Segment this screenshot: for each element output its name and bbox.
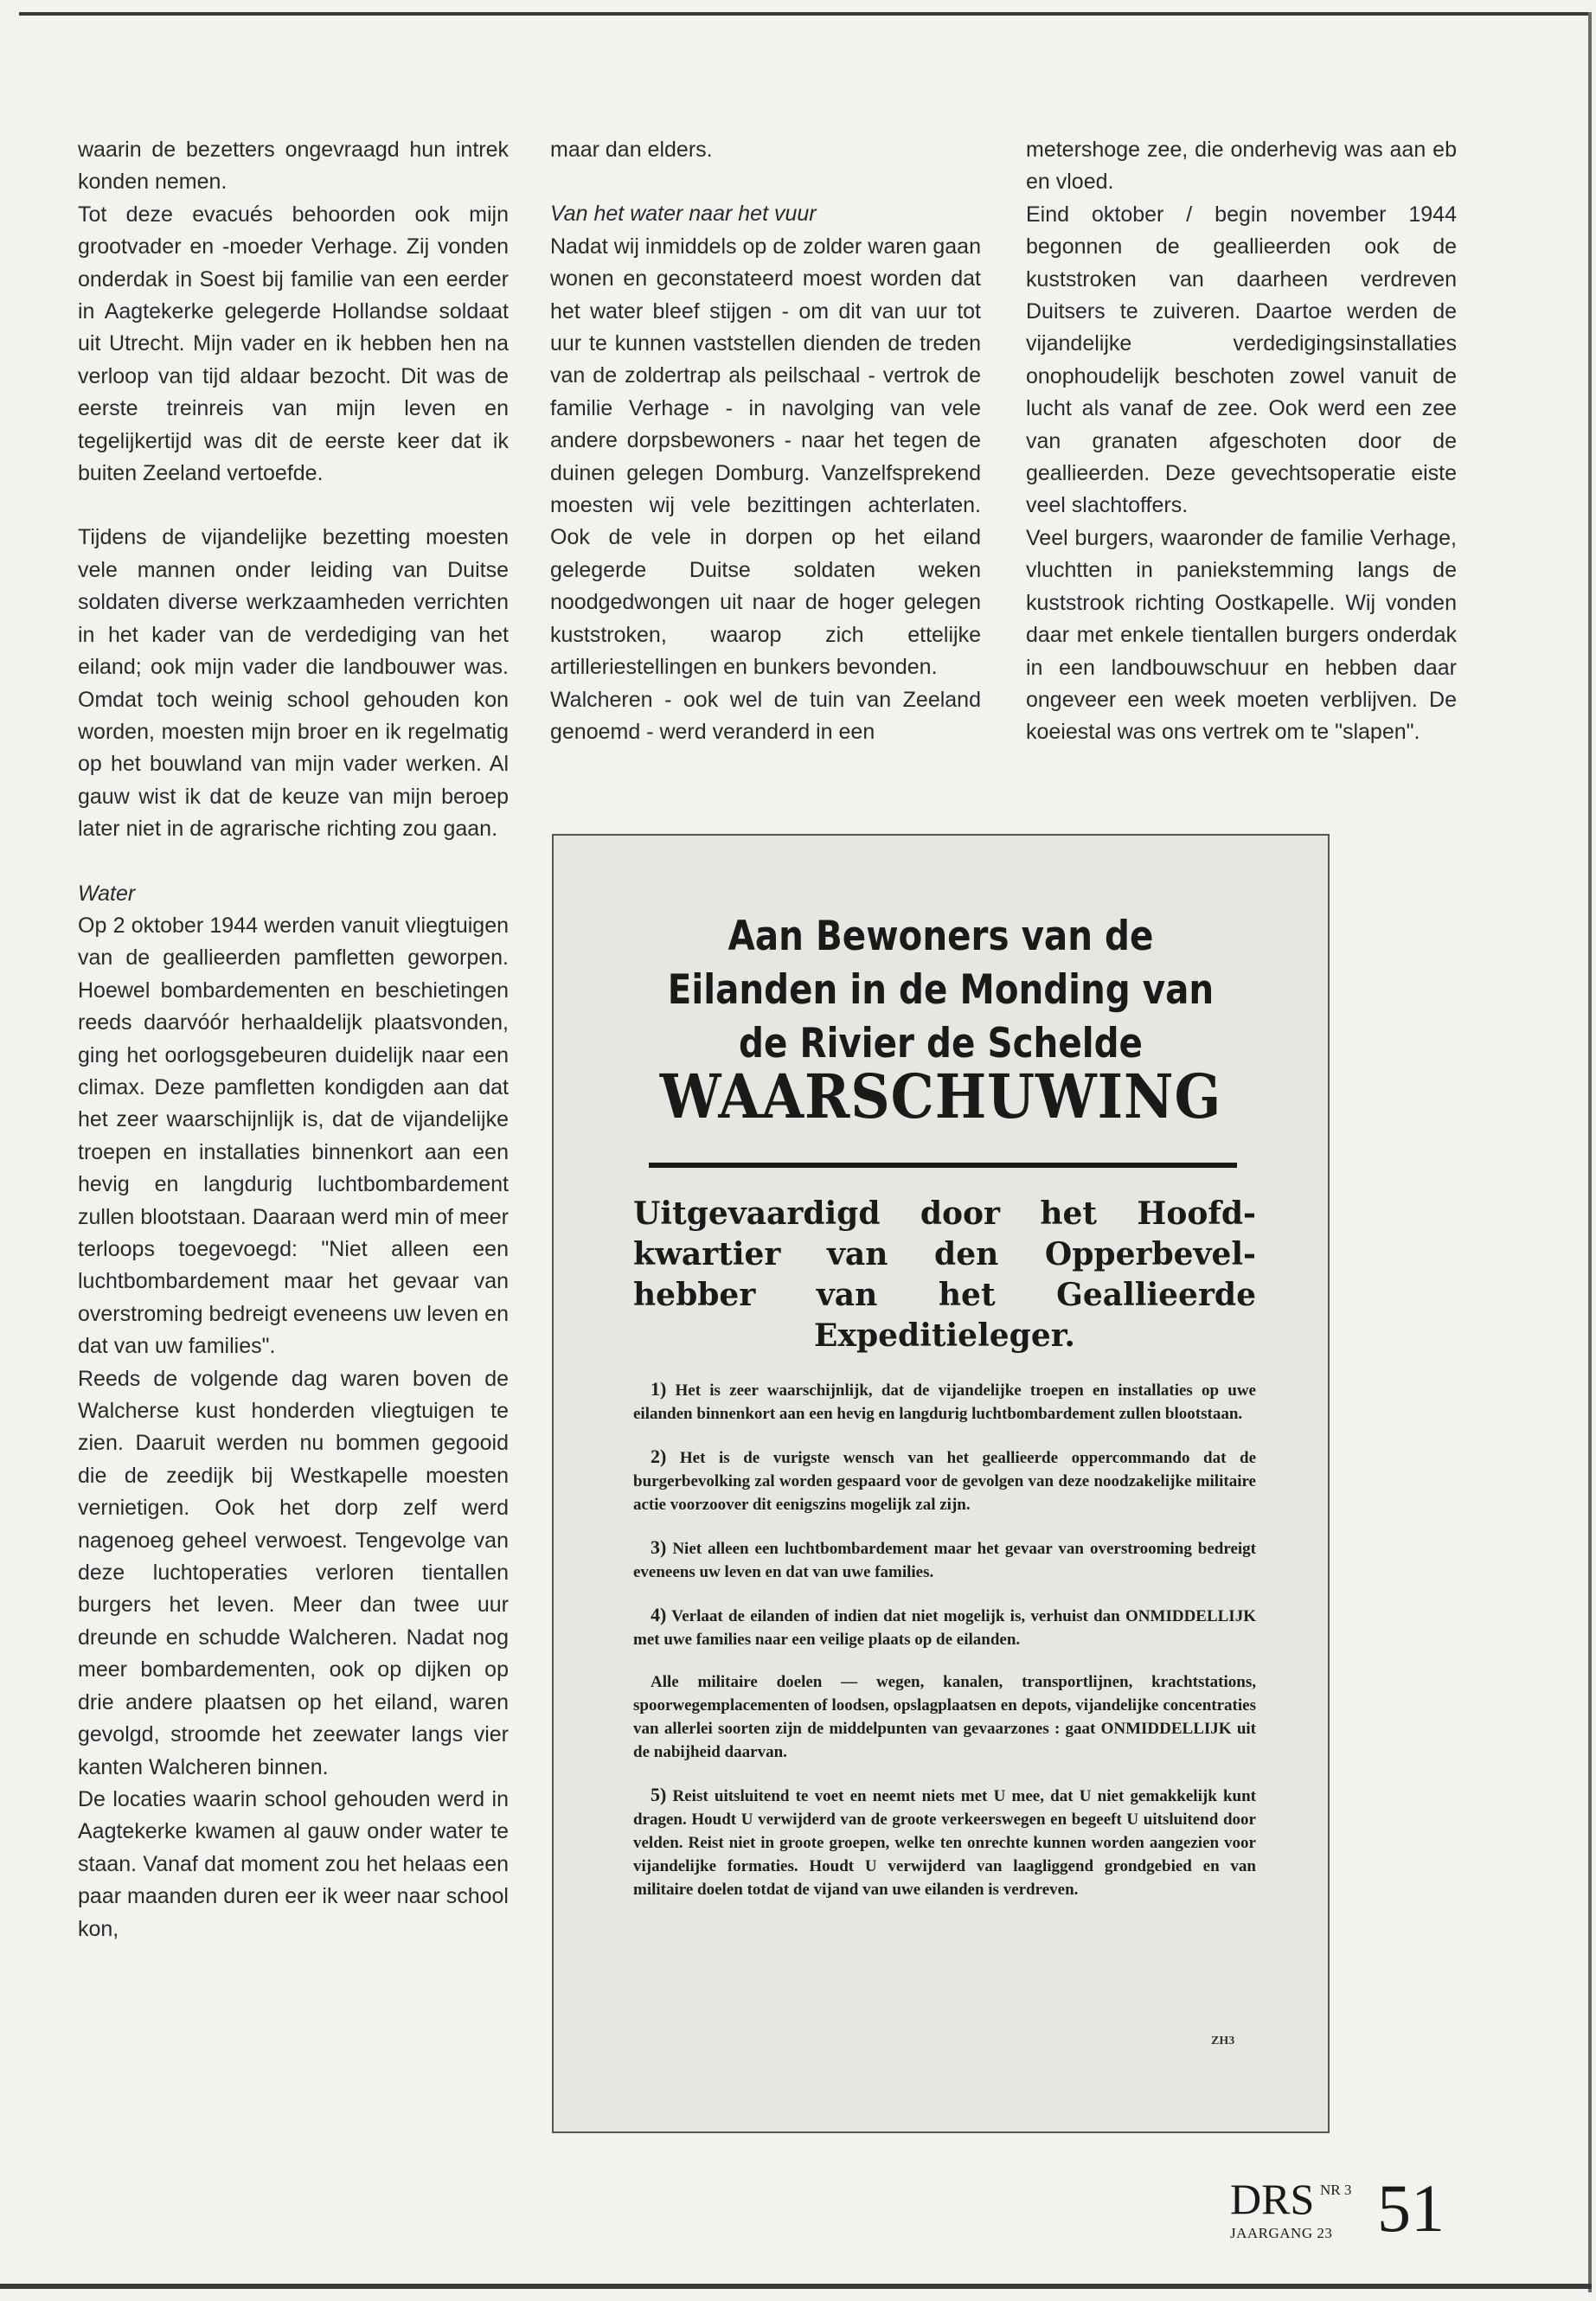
leaflet-item-text: Het is de vurigste wensch van het geallieerde oppercommando dat de burgerbevolking zal worden gespaard voor de gevolgen van deze noodzakelijke militaire actie voorzoover dit eenigszins mogelijk zal zijn. bbox=[633, 1449, 1256, 1514]
leaflet-subtitle bbox=[633, 1194, 1256, 1356]
paragraph: Tot deze evacués behoorden ook mijn grootvader en -moeder Verhage. Zij vonden onderdak in Soest bij familie van een eerder in Aagtekerke gelegerde Hollandse soldaat uit Utrecht. Mijn vader en ik hebben hen na verloop van tijd aldaar bezocht. Dit was de eerste treinreis van mijn leven en tegelijkertijd was dit de eerste keer dat ik buiten Zeeland vertoefde. bbox=[78, 202, 509, 486]
leaflet-item-text: Niet alleen een luchtbombardement maar het gevaar van overstrooming bedreigt eveneens uw leven en dat van uwe families. bbox=[633, 1540, 1257, 1581]
paragraph: De locaties waarin school gehouden werd in Aagtekerke kwamen al gauw onder water te staan. Vanaf dat moment zou het helaas een paar maanden duren eer ik weer naar school kon, bbox=[78, 1786, 509, 1941]
leaflet-item-text: Verlaat de eilanden of indien dat niet mogelijk is, verhuist dan ONMIDDELLIJK met uwe families naar een veilige plaats op de eilanden. bbox=[633, 1607, 1256, 1649]
page-border-right bbox=[1588, 12, 1592, 2292]
section-heading-water: Water bbox=[78, 881, 136, 906]
leaflet-rule bbox=[649, 1163, 1237, 1168]
leaflet-subtitle-line: hebber van het Geallieerde bbox=[633, 1277, 1256, 1313]
leaflet-body bbox=[633, 1377, 1256, 1920]
article-column-3 bbox=[1026, 134, 1457, 749]
paragraph: Walcheren - ook wel de tuin van Zeeland genoemd - werd veranderd in een bbox=[550, 687, 981, 744]
leaflet-headline-line: Aan Bewoners van de bbox=[727, 913, 1154, 960]
section-heading-vuur: Van het water naar het vuur bbox=[550, 202, 817, 227]
leaflet-item bbox=[633, 1445, 1256, 1516]
paragraph: Nadat wij inmiddels op de zolder waren gaan wonen en geconstateerd moest worden dat het water bleef stijgen - om dit van uur tot uur te kunnen vaststellen dienden de treden van de zoldertrap als peilschaal - vertrok de familie Verhage - in navolging van vele andere dorpsbewoners - naar het tegen de duinen gelegen Domburg. Vanzelfsprekend moesten wij vele bezittingen achterlaten. Ook de vele in dorpen op het eiland gelegerde Duitse soldaten weken noodgedwongen uit naar de hoger gelegen kuststroken, waarop zich ettelijke artilleriestellingen en bunkers bevonden. bbox=[550, 234, 981, 680]
paragraph-gap bbox=[78, 846, 509, 878]
leaflet-code: ZH3 bbox=[1211, 2035, 1235, 2048]
paragraph-gap bbox=[78, 490, 509, 522]
leaflet-item bbox=[633, 1603, 1256, 1651]
leaflet-item-text: Alle militaire doelen — wegen, kanalen, transportlijnen, krachtstations, spoorwegemplacementen of loodsen, opslagplaatsen en depots, vijandelijke concentraties van allerlei soorten zijn de middelpunten van gevaarzones : gaat ONMIDDELLIJK uit de nabijheid daarvan. bbox=[633, 1673, 1256, 1761]
leaflet-item-number: 4) bbox=[651, 1604, 667, 1625]
leaflet-item-text: Reist uitsluitend te voet en neemt niets met U mee, dat U niet gemakkelijk kunt dragen. Houdt U verwijderd van de groote verkeerswegen en begeeft U uitsluitend door velden. Reist niet in groote groepen, welke ten onrechte kunnen worden aangezien voor vijandelijke formaties. Houdt U verwijderd van laagliggend grondgebied en van militaire doelen totdat de vijand van uwe eilanden is verdreven. bbox=[633, 1787, 1256, 1899]
leaflet-item-number: 1) bbox=[651, 1378, 667, 1400]
paragraph: Reeds de volgende dag waren boven de Walcherse kust honderden vliegtuigen te zien. Daaruit werden nu bommen gegooid die de zeedijk bij Westkapelle moesten vernietigen. Ook het dorp zelf werd nagenoeg geheel verwoest. Tengevolge van deze luchtoperaties verloren tientallen burgers het leven. Meer dan twee uur dreunde en schudde Walcheren. Nadat nog meer bombardementen, ook op dijken op drie andere plaatsen op het eiland, waren gevolgd, stroomde het zeewater langs vier kanten Walcheren binnen. bbox=[78, 1366, 509, 1779]
paragraph: waarin de bezetters ongevraagd hun intrek konden nemen. bbox=[78, 138, 509, 195]
paragraph: metershoge zee, die onderhevig was aan eb en vloed. bbox=[1026, 138, 1457, 195]
leaflet-headline-line: de Rivier de Schelde bbox=[739, 1020, 1143, 1067]
leaflet-item bbox=[633, 1535, 1256, 1584]
paragraph-gap bbox=[550, 166, 981, 198]
page-number: 51 bbox=[1377, 2170, 1445, 2246]
paragraph: Op 2 oktober 1944 werden vanuit vliegtuigen van de geallieerden pamfletten geworpen. Hoewel bombardementen en beschietingen reeds daarvóór herhaaldelijk plaatsvonden, ging het oorlogsgebeuren duidelijk naar een climax. Deze pamfletten kondigden aan dat het zeer waarschijnlijk is, dat de vijandelijke troepen en installaties binnenkort aan een hevig en langdurig luchtbombardement zullen blootstaan. Daaraan werd min of meer terloops toegevoegd: "Niet alleen een luchtbombardement maar het gevaar van overstroming bedreigt eveneens uw leven en dat van uw families". bbox=[78, 913, 509, 1359]
leaflet-item bbox=[633, 1670, 1256, 1764]
magazine-name: DRS bbox=[1230, 2175, 1315, 2223]
leaflet-headline-line: Eilanden in de Monding van bbox=[667, 966, 1215, 1014]
warning-leaflet-image bbox=[552, 834, 1330, 2133]
paragraph: Eind oktober / begin november 1944 begonnen de geallieerden ook de kuststroken van daarheen verdreven Duitsers te zuiveren. Daartoe werden de vijandelijke verdedigingsinstallaties onophoudelijk beschoten zowel vanuit de lucht als vanaf de zee. Ook werd een zee van granaten afgeschoten door de geallieerden. Deze gevechtsoperatie eiste veel slachtoffers. bbox=[1026, 202, 1457, 518]
page-border-bottom bbox=[0, 2284, 1592, 2289]
page-border-top bbox=[19, 12, 1592, 16]
leaflet-item-number: 3) bbox=[651, 1536, 667, 1558]
paragraph: maar dan elders. bbox=[550, 138, 713, 162]
leaflet-warning-title: WAARSCHUWING bbox=[659, 1061, 1222, 1132]
leaflet-item-number: 2) bbox=[651, 1445, 667, 1467]
page-footer bbox=[1230, 2170, 1472, 2256]
leaflet-subtitle-line: Uitgevaardigd door het Hoofd- bbox=[633, 1195, 1256, 1232]
article-column-2 bbox=[550, 134, 981, 748]
leaflet-headline bbox=[608, 910, 1274, 1071]
leaflet-item-text: Het is zeer waarschijnlijk, dat de vijandelijke troepen en installaties op uwe eilanden binnenkort aan een hevig en langdurig luchtbombardement zullen blootstaan. bbox=[633, 1381, 1256, 1423]
volume-label: JAARGANG 23 bbox=[1230, 2225, 1333, 2241]
leaflet-item bbox=[633, 1377, 1256, 1426]
leaflet-item-number: 5) bbox=[651, 1784, 667, 1805]
paragraph: Tijdens de vijandelijke bezetting moesten vele mannen onder leiding van Duitse soldaten diverse werkzaamheden verrichten in het kader van de verdediging van het eiland; ook mijn vader die landbouwer was. Omdat toch weinig school gehouden kon worden, moesten mijn broer en ik regelmatig op het bouwland van mijn vader werken. Al gauw wist ik dat de keuze van mijn beroep later niet in de agrarische richting zou gaan. bbox=[78, 525, 509, 842]
leaflet-item bbox=[633, 1783, 1256, 1901]
issue-number: NR 3 bbox=[1320, 2182, 1352, 2198]
article-column-1 bbox=[78, 134, 509, 1945]
leaflet-subtitle-line: kwartier van den Opperbevel- bbox=[633, 1236, 1256, 1272]
paragraph: Veel burgers, waaronder de familie Verhage, vluchtten in paniekstemming langs de kuststrook richting Oostkapelle. Wij vonden daar met enkele tientallen burgers onderdak in een landbouwschuur en hebben daar ongeveer een week moeten verblijven. De koeiestal was ons vertrek om te "slapen". bbox=[1026, 525, 1457, 745]
leaflet-subtitle-line: Expeditieleger. bbox=[814, 1317, 1075, 1354]
